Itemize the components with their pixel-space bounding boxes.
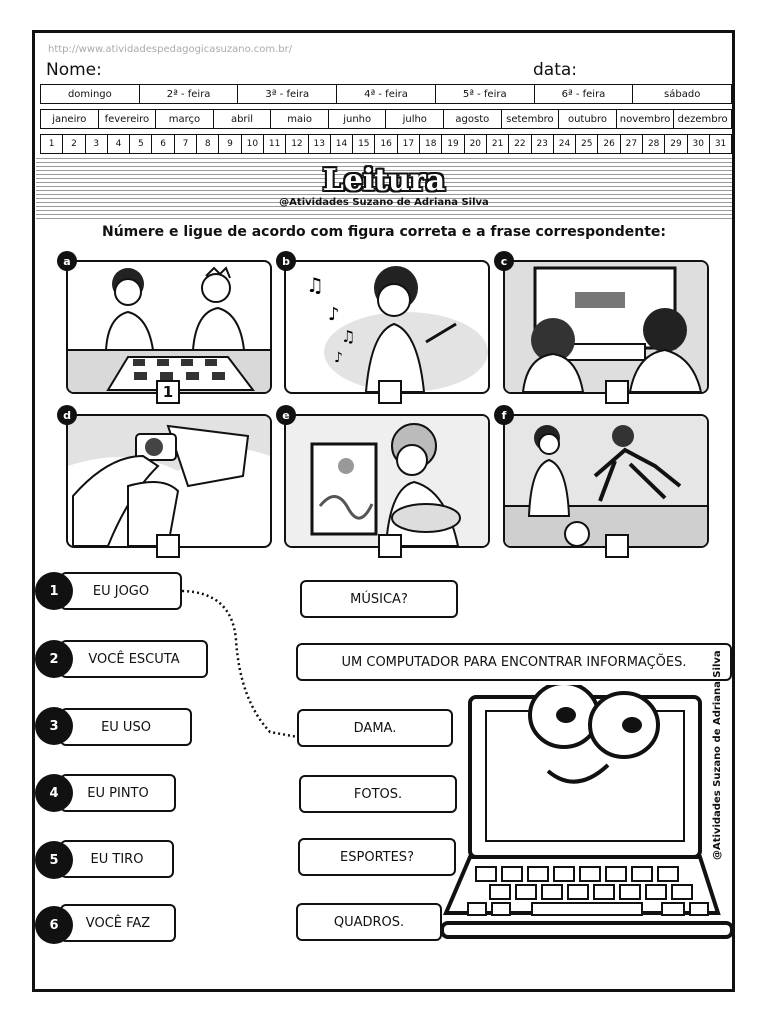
right-phrase-musica[interactable]: MÚSICA? [300,580,458,618]
day-number-cell[interactable]: 7 [175,135,197,153]
weekday-cell[interactable]: 5ª - feira [436,85,535,103]
weekday-cell[interactable]: sábado [664,88,701,100]
day-number-cell[interactable]: 2 [63,135,85,153]
day-number-cell[interactable]: 28 [643,135,665,153]
phrase-number-6: 6 [35,906,73,944]
phrase-number-5: 5 [35,841,73,879]
left-phrase-1[interactable]: EU JOGO [60,572,182,610]
day-number-cell[interactable]: 16 [375,135,397,153]
day-number-cell[interactable]: 23 [532,135,554,153]
month-cell[interactable]: maio [271,110,329,128]
answer-box-a[interactable]: 1 [156,380,180,404]
page-subtitle: @Atividades Suzano de Adriana Silva [279,197,489,208]
weekday-cell[interactable]: domingo [41,85,140,103]
weekday-cell[interactable]: 2ª - feira [140,85,239,103]
laptop-character-illustration [436,685,736,945]
name-field-label[interactable]: Nome: [46,60,102,80]
page-title: Leitura [322,163,446,198]
phrase-number-1: 1 [35,572,73,610]
month-cell[interactable]: abril [214,110,272,128]
right-phrase-quadros[interactable]: QUADROS. [296,903,442,941]
day-number-cell[interactable]: 19 [442,135,464,153]
svg-text:♫: ♫ [306,273,324,297]
day-number-cell[interactable]: 18 [420,135,442,153]
picture-letter-e: e [276,405,296,425]
svg-text:♪: ♪ [328,304,340,325]
svg-text:♪: ♪ [334,350,343,366]
weekday-cell[interactable]: 3ª - feira [238,85,337,103]
left-phrase-6[interactable]: VOCÊ FAZ [60,904,176,942]
day-number-cell[interactable]: 3 [86,135,108,153]
instruction-text: Númere e ligue de acordo com figura correta e a frase correspondente: [101,224,666,240]
svg-text:♫: ♫ [341,327,356,346]
month-cell[interactable]: março [156,110,214,128]
day-number-cell[interactable]: 6 [152,135,174,153]
day-number-cell[interactable]: 5 [130,135,152,153]
picture-letter-b: b [276,251,296,271]
right-phrase-dama[interactable]: DAMA. [297,709,453,747]
date-field-label[interactable]: data: [533,60,578,80]
day-number-cell[interactable]: 31 [714,139,727,149]
day-number-cell[interactable]: 17 [398,135,420,153]
month-cell[interactable]: fevereiro [99,110,157,128]
picture-letter-f: f [494,405,514,425]
day-number-cell[interactable]: 25 [576,135,598,153]
left-phrase-2[interactable]: VOCÊ ESCUTA [60,640,208,678]
day-number-cell[interactable]: 8 [197,135,219,153]
weekday-cell[interactable]: 6ª - feira [535,85,634,103]
day-number-cell[interactable]: 27 [621,135,643,153]
month-cell[interactable]: janeiro [41,110,99,128]
phrase-number-2: 2 [35,640,73,678]
day-number-cell[interactable]: 11 [264,135,286,153]
picture-letter-a: a [57,251,77,271]
day-number-cell[interactable]: 12 [286,135,308,153]
picture-letter-c: c [494,251,514,271]
day-number-cell[interactable]: 26 [598,135,620,153]
day-number-cell[interactable]: 4 [108,135,130,153]
month-cell[interactable]: julho [386,110,444,128]
picture-letter-d: d [57,405,77,425]
day-number-cell[interactable]: 21 [487,135,509,153]
day-number-cell[interactable]: 9 [219,135,241,153]
day-number-cell[interactable]: 13 [309,135,331,153]
day-number-cell[interactable]: 22 [509,135,531,153]
vertical-watermark: @Atividades Suzano de Adriana Silva [712,650,723,860]
left-phrase-3[interactable]: EU USO [60,708,192,746]
month-cell[interactable]: agosto [444,110,502,128]
day-number-cell[interactable]: 1 [41,135,63,153]
month-cell[interactable]: outubro [559,110,617,128]
left-phrase-4[interactable]: EU PINTO [60,774,176,812]
month-cell[interactable]: setembro [502,110,560,128]
day-number-cell[interactable]: 14 [331,135,353,153]
month-cell[interactable]: novembro [617,110,675,128]
right-phrase-fotos[interactable]: FOTOS. [299,775,457,813]
phrase-number-3: 3 [35,707,73,745]
left-phrase-5[interactable]: EU TIRO [60,840,174,878]
weekday-cell[interactable]: 4ª - feira [337,85,436,103]
day-number-cell[interactable]: 20 [465,135,487,153]
phrase-number-4: 4 [35,774,73,812]
right-phrase-esportes[interactable]: ESPORTES? [298,838,456,876]
day-number-cell[interactable]: 29 [665,135,687,153]
month-cell[interactable]: junho [329,110,387,128]
website-url: http://www.atividadespedagogicasuzano.com.br/ [48,44,293,55]
day-number-cell[interactable]: 10 [242,135,264,153]
day-number-cell[interactable]: 15 [353,135,375,153]
right-phrase-computador[interactable]: UM COMPUTADOR PARA ENCONTRAR INFORMAÇÕES. [296,643,732,681]
day-number-cell[interactable]: 30 [688,135,710,153]
day-number-cell[interactable]: 24 [554,135,576,153]
month-cell[interactable]: dezembro [677,113,728,125]
